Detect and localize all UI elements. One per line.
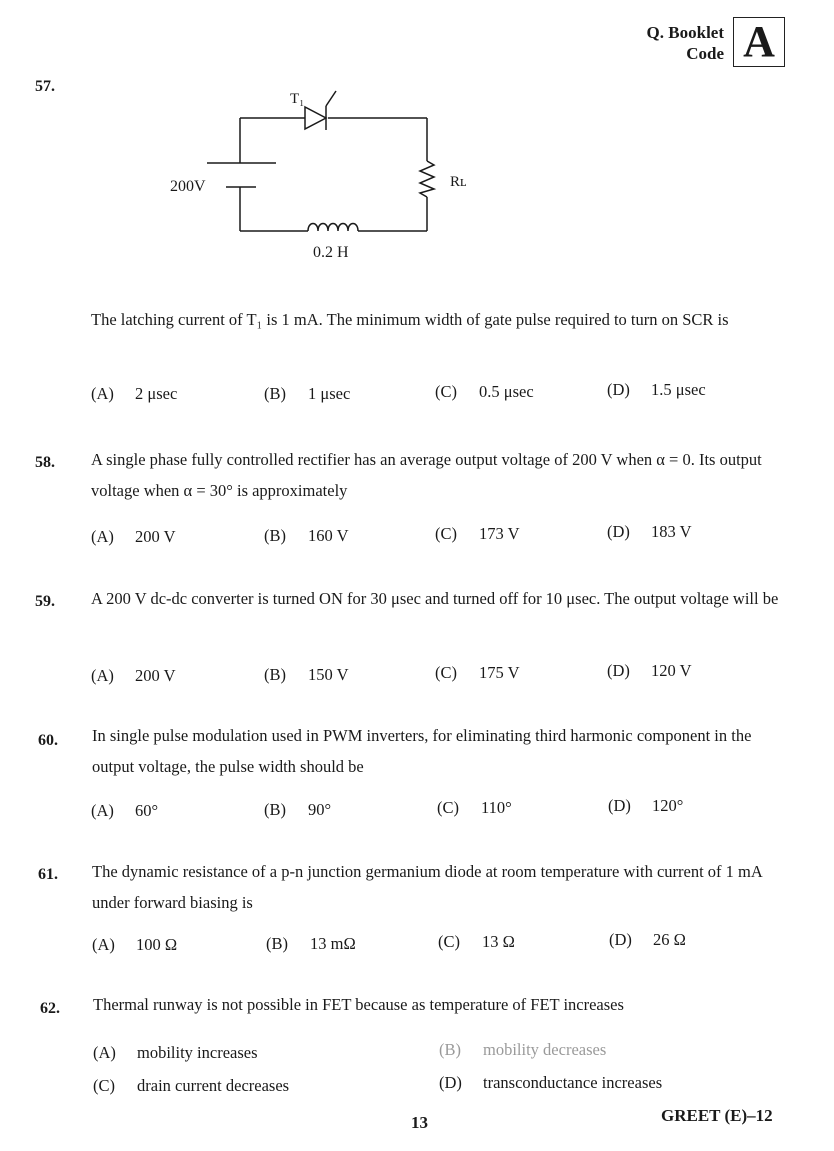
scr-circuit-diagram bbox=[160, 85, 480, 265]
booklet-code-box: A bbox=[733, 17, 785, 67]
source-voltage-label: 200V bbox=[170, 178, 206, 195]
option-text: 0.5 μsec bbox=[479, 382, 534, 401]
option-text: 150 V bbox=[308, 665, 349, 684]
option-label: (B) bbox=[439, 1040, 461, 1059]
question-text: A 200 V dc-dc converter is turned ON for 30 μsec and turned off for 10 μsec. The output voltage will be bbox=[91, 589, 779, 608]
option-label: (B) bbox=[264, 526, 286, 545]
option-c bbox=[437, 798, 512, 818]
option-text: 200 V bbox=[135, 527, 176, 546]
booklet-label-line1: Q. Booklet bbox=[646, 23, 724, 42]
question-number: 61. bbox=[38, 866, 58, 883]
option-c bbox=[93, 1076, 289, 1096]
option-label: (A) bbox=[91, 801, 114, 820]
question-number: 60. bbox=[38, 732, 58, 749]
load-resistor-label: Rʟ bbox=[450, 174, 467, 190]
option-label: (A) bbox=[91, 527, 114, 546]
option-label: (A) bbox=[91, 384, 114, 403]
option-d bbox=[608, 796, 683, 816]
option-label: (C) bbox=[93, 1076, 115, 1095]
option-text: mobility decreases bbox=[483, 1040, 607, 1059]
option-d bbox=[607, 661, 692, 681]
option-label: (B) bbox=[264, 665, 286, 684]
question-text: Thermal runway is not possible in FET because as temperature of FET increases bbox=[93, 995, 624, 1014]
option-label: (A) bbox=[91, 666, 114, 685]
option-c bbox=[435, 524, 520, 544]
option-d bbox=[607, 380, 706, 400]
option-label: (D) bbox=[607, 522, 630, 541]
page-number: 13 bbox=[411, 1113, 428, 1132]
option-d bbox=[439, 1073, 662, 1093]
option-a bbox=[91, 666, 176, 686]
option-label: (B) bbox=[264, 800, 286, 819]
thyristor-label: T₁ bbox=[290, 91, 305, 107]
question-number: 58. bbox=[35, 454, 55, 471]
option-label: (B) bbox=[264, 384, 286, 403]
booklet-label-line2: Code bbox=[686, 44, 724, 63]
option-b bbox=[264, 800, 331, 820]
question-text: A single phase fully controlled rectifier has an average output voltage of 200 V when α = 0. Its output voltage when α = 30° is approximately bbox=[91, 450, 762, 500]
option-label: (B) bbox=[266, 934, 288, 953]
option-label: (C) bbox=[438, 932, 460, 951]
option-label: (C) bbox=[437, 798, 459, 817]
option-c bbox=[438, 932, 515, 952]
inductor-label: 0.2 H bbox=[313, 244, 349, 261]
option-a bbox=[91, 527, 176, 547]
option-text: drain current decreases bbox=[137, 1076, 290, 1095]
thyristor-symbol bbox=[305, 107, 326, 129]
option-b bbox=[439, 1040, 606, 1060]
option-text: 13 mΩ bbox=[310, 934, 356, 953]
option-text: 1 μsec bbox=[308, 384, 351, 403]
inductor-coil bbox=[308, 224, 358, 232]
option-b bbox=[266, 934, 356, 954]
option-text: 1.5 μsec bbox=[651, 380, 706, 399]
option-b bbox=[264, 665, 349, 685]
option-text: 100 Ω bbox=[136, 935, 178, 954]
option-text: mobility increases bbox=[137, 1043, 258, 1062]
question-number: 62. bbox=[40, 1000, 60, 1017]
option-d bbox=[607, 522, 692, 542]
option-b bbox=[264, 384, 350, 404]
option-label: (C) bbox=[435, 524, 457, 543]
option-text: 120 V bbox=[651, 661, 692, 680]
option-a bbox=[91, 384, 177, 404]
option-text: transconductance increases bbox=[483, 1073, 663, 1092]
option-text: 173 V bbox=[479, 524, 520, 543]
paper-code: GREET (E)–12 bbox=[661, 1106, 773, 1125]
question-text: The dynamic resistance of a p-n junction germanium diode at room temperature with current of 1 mA under forward biasing is bbox=[92, 862, 762, 912]
option-c bbox=[435, 382, 534, 402]
option-text: 90° bbox=[308, 800, 332, 819]
option-text: 200 V bbox=[135, 666, 176, 685]
option-label: (D) bbox=[439, 1073, 462, 1092]
option-text: 160 V bbox=[308, 526, 349, 545]
option-text: 2 μsec bbox=[135, 384, 178, 403]
question-number: 57. bbox=[35, 78, 55, 95]
option-text: 120° bbox=[652, 796, 684, 815]
option-a bbox=[92, 935, 177, 955]
option-text: 183 V bbox=[651, 522, 692, 541]
option-label: (D) bbox=[608, 796, 631, 815]
option-text: 110° bbox=[481, 798, 512, 817]
option-text: 60° bbox=[135, 801, 159, 820]
option-text: 175 V bbox=[479, 663, 520, 682]
question-text: In single pulse modulation used in PWM inverters, for eliminating third harmonic component in the output voltage, the pulse width should be bbox=[92, 726, 752, 776]
booklet-code-label bbox=[647, 22, 724, 64]
option-label: (A) bbox=[93, 1043, 116, 1062]
option-label: (C) bbox=[435, 382, 457, 401]
question-number: 59. bbox=[35, 593, 55, 610]
option-label: (A) bbox=[92, 935, 115, 954]
option-d bbox=[609, 930, 686, 950]
question-text: The latching current of T₁ is 1 mA. The minimum width of gate pulse required to turn on SCR is bbox=[91, 310, 729, 329]
option-c bbox=[435, 663, 520, 683]
thyristor-gate bbox=[326, 91, 336, 106]
option-b bbox=[264, 526, 349, 546]
option-text: 26 Ω bbox=[653, 930, 686, 949]
option-label: (D) bbox=[609, 930, 632, 949]
option-label: (C) bbox=[435, 663, 457, 682]
option-a bbox=[91, 801, 158, 821]
option-a bbox=[93, 1043, 258, 1063]
option-label: (D) bbox=[607, 661, 630, 680]
resistor-zigzag bbox=[420, 161, 434, 197]
option-text: 13 Ω bbox=[482, 932, 515, 951]
option-label: (D) bbox=[607, 380, 630, 399]
